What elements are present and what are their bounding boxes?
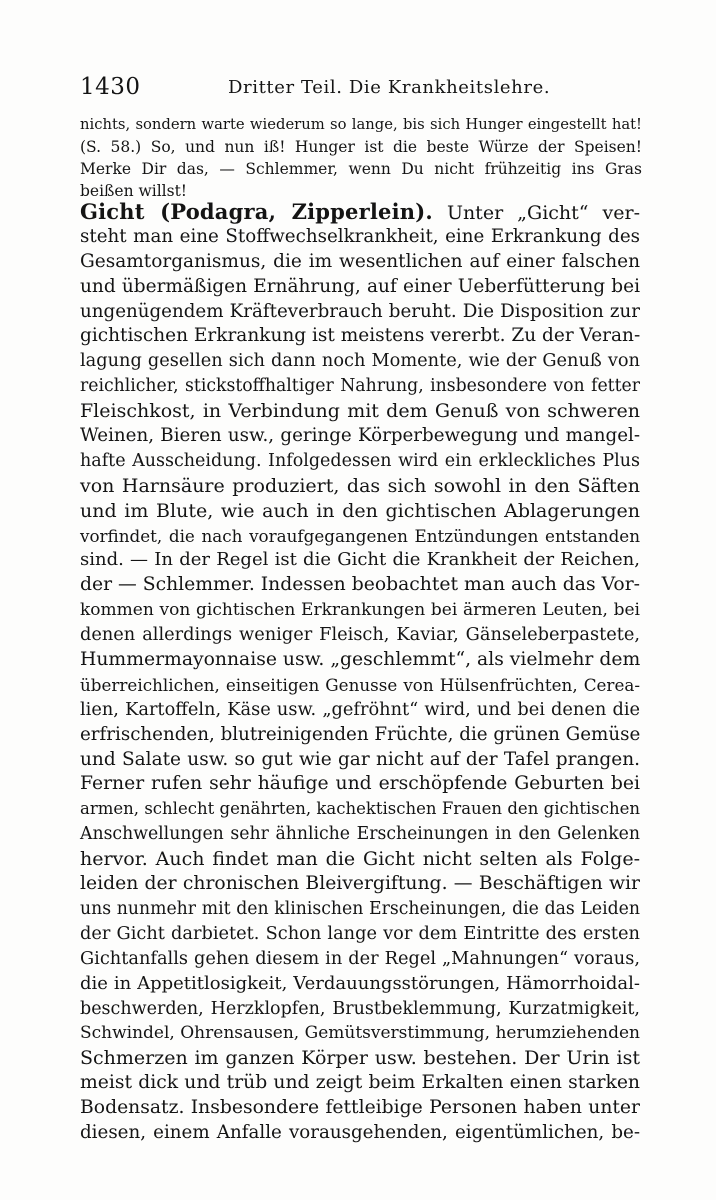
text-line: leiden der chronischen Bleivergiftung. — Beschäftigen wir [80, 873, 640, 895]
text-line: reichlicher, stickstoffhaltiger Nahrung, insbesondere von fetter [80, 376, 640, 397]
text-line: denen allerdings weniger Fleisch, Kaviar, Gänseleberpastete, [80, 625, 640, 646]
text-line: lien, Kartoffeln, Käse usw. „gefröhnt“ wird, und bei denen die [80, 699, 640, 720]
text-line: lagung gesellen sich dann noch Momente, wie der Genuß von [80, 351, 640, 372]
text-line: kommen von gichtischen Erkrankungen bei ärmeren Leuten, bei [80, 600, 640, 621]
text-line: hervor. Auch findet man die Gicht nicht selten als Folge- [80, 848, 640, 871]
text-line: steht man eine Stoffwechselkrankheit, eine Erkrankung des [80, 225, 640, 247]
text-line: ungenügendem Kräfteverbrauch beruht. Die Disposition zur [80, 300, 640, 322]
text-line: Gichtanfalls gehen diesem in der Regel „Mahnungen“ voraus, [80, 948, 640, 969]
page-number: 1430 [80, 74, 141, 100]
running-head: Dritter Teil. Die Krankheitslehre. [228, 77, 551, 98]
text-line: vorfindet, die nach voraufgegangenen Entzündungen entstanden [80, 525, 640, 546]
text-line: Merke Dir das, — Schlemmer, wenn Du nicht frühzeitig ins Gras [80, 160, 642, 178]
text-line: überreichlichen, einseitigen Genusse von Hülsenfrüchten, Cerea- [80, 674, 640, 695]
text-line: beißen willst! [80, 182, 188, 200]
text-line: die in Appetitlosigkeit, Verdauungsstörungen, Hämorrhoidal- [80, 972, 640, 994]
text-line: Fleischkost, in Verbindung mit dem Genuß von schweren [80, 400, 640, 423]
text-line: Ferner rufen sehr häufige und erschöpfende Geburten bei [80, 773, 640, 795]
intro-paragraph [80, 114, 642, 202]
text-line: erfrischenden, blutreinigenden Früchte, die grünen Gemüse [80, 723, 641, 745]
text-line: beschwerden, Herzklopfen, Brustbeklemmung, Kurzatmigkeit, [80, 998, 640, 1019]
text-line: und im Blute, wie auch in den gichtischen Ablagerungen [80, 499, 640, 522]
section-gicht [80, 200, 640, 1146]
text-line-with-heading [80, 200, 640, 225]
text-line: der — Schlemmer. Indessen beobachtet man auch das Vor- [80, 574, 640, 596]
text-line: uns nunmehr mit den klinischen Erscheinungen, die das Leiden [80, 898, 640, 919]
text-line: Schwindel, Ohrensausen, Gemütsverstimmung, herumziehenden [80, 1023, 640, 1044]
text-line: sind. — In der Regel ist die Gicht die Krankheit der Reichen, [80, 549, 640, 571]
text-line: diesen, einem Anfalle vorausgehenden, eigentümlichen, be- [80, 1121, 640, 1143]
text-line: von Harnsäure produziert, das sich sowohl in den Säften [80, 474, 640, 497]
text-line: Gesamtorganismus, die im wesentlichen auf einer falschen [80, 250, 640, 272]
page-header [80, 72, 640, 106]
text-line: Anschwellungen sehr ähnliche Erscheinungen in den Gelenken [80, 824, 640, 845]
text-line: und Salate usw. so gut wie gar nicht auf der Tafel prangen. [80, 748, 640, 770]
text-line: und übermäßigen Ernährung, auf einer Ueberfütterung bei [80, 275, 640, 297]
text-line: hafte Ausscheidung. Infolgedessen wird ein erkleckliches Plus [80, 450, 640, 471]
text-line-rest: Unter „Gicht“ ver- [446, 202, 640, 224]
text-line: meist dick und trüb und zeigt beim Erkalten einen starken [80, 1072, 640, 1094]
text-line: gichtischen Erkrankung ist meistens vererbt. Zu der Veran- [80, 325, 641, 347]
text-line: armen, schlecht genährten, kachektischen Frauen den gichtischen [80, 799, 640, 819]
text-line: Hummermayonnaise usw. „geschlemmt“, als vielmehr dem [80, 649, 641, 671]
text-line: Weinen, Bieren usw., geringe Körperbewegung und mangel- [80, 425, 640, 447]
section-heading: Gicht (Podagra, Zipperlein). [80, 199, 433, 224]
text-line: der Gicht darbietet. Schon lange vor dem Eintritte des ersten [80, 923, 640, 944]
text-line: Bodensatz. Insbesondere fettleibige Personen haben unter [80, 1097, 640, 1119]
text-line: Schmerzen im ganzen Körper usw. bestehen. Der Urin ist [80, 1047, 640, 1070]
text-line: (S. 58.) So, und nun iß! Hunger ist die beste Würze der Speisen! [80, 138, 642, 156]
text-line: nichts, sondern warte wiederum so lange, bis sich Hunger eingestellt hat! [80, 116, 642, 133]
